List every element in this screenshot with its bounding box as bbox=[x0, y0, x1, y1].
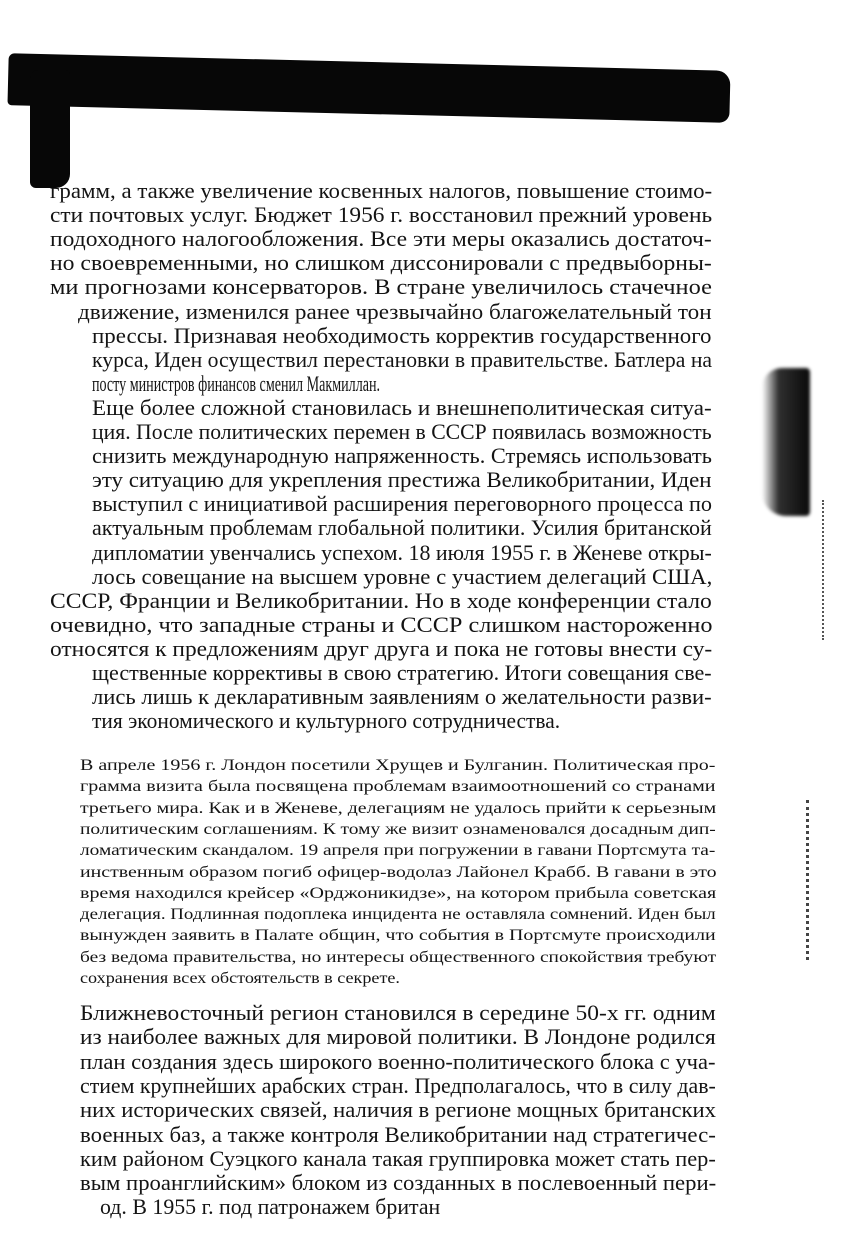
scan-edge-marks-lower bbox=[806, 800, 809, 960]
main_bottom-line: стием крупнейших арабских стран. Предполагалось, что в силу дав- bbox=[80, 1072, 716, 1098]
quote-line: В апреле 1956 г. Лондон посетили Хрущев и Булганин. Политическая про- bbox=[80, 756, 716, 774]
main_top-line: прессы. Признавая необходимость корректив государственного bbox=[92, 322, 712, 348]
quote-line: без ведома правительства, но интересы общественного спокойствия требуют bbox=[80, 947, 717, 966]
main_top-line: грамм, а также увеличение косвенных налогов, повышение стоимо- bbox=[50, 178, 713, 203]
main_bottom-line: вым проанглийским» блоком из созданных в послевоенный пери- bbox=[80, 1170, 717, 1196]
main_top-line: актуальным проблемам глобальной политики. Усилия британской bbox=[92, 515, 712, 541]
main_top-line: снизить международную напряженность. Стремясь использовать bbox=[92, 443, 712, 469]
main_top-line: Еще более сложной становилась и внешнеполитическая ситуа- bbox=[92, 394, 712, 420]
main_top-line: дипломатии увенчались успехом. 18 июля 1955 г. в Женеве откры- bbox=[92, 539, 712, 565]
main_top-line: но своевременными, но слишком диссонировали с предвыборны- bbox=[50, 250, 712, 276]
main_bottom-line: план создания здесь широкого военно-политического блока с уча- bbox=[80, 1048, 716, 1074]
main_bottom-line: Ближневосточный регион становился в середине 50-х гг. одним bbox=[80, 1000, 716, 1025]
quote-line: инственным образом погиб офицер-водолаз Лайонел Крабб. В гавани в это bbox=[80, 862, 717, 881]
main_top-line: ция. После политических перемен в СССР появилась возможность bbox=[92, 419, 712, 444]
main_bottom-line: из наиболее важных для мировой политики. В Лондоне родился bbox=[80, 1024, 716, 1050]
quote-line: сохранения всех обстоятельств в секрете. bbox=[80, 969, 400, 987]
quote-line: время находился крейсер «Орджоникидзе», на котором прибыла советская bbox=[80, 883, 717, 902]
main_bottom-line: од. В 1955 г. под патронажем британ bbox=[100, 1194, 441, 1220]
main_top-line: тия экономического и культурного сотрудничества. bbox=[92, 708, 561, 734]
main_top-line: подоходного налогообложения. Все эти меры оказались достаточ- bbox=[50, 226, 712, 252]
quote-line: грамма визита была посвящена проблемам взаимоотношений со странами bbox=[80, 777, 716, 796]
main_bottom-line: ким районом Суэцкого канала такая группировка может стать пер- bbox=[80, 1145, 716, 1171]
main_top-line: СССР, Франции и Великобритании. Но в ходе конференции стало bbox=[50, 587, 712, 613]
quote-line: политическим соглашениям. К тому же визит ознаменовался досадным дип- bbox=[80, 819, 716, 838]
redaction-bar bbox=[7, 53, 730, 123]
main_top-line: ми прогнозами консерваторов. В стране увеличилось стачечное bbox=[50, 274, 712, 300]
main_top-line: курса, Иден осуществил перестановки в правительстве. Батлера на bbox=[92, 346, 713, 372]
main_top-line: сти почтовых услуг. Бюджет 1956 г. восстановил прежний уровень bbox=[50, 202, 713, 228]
main_top-line: выступил с инициативой расширения переговорного процесса по bbox=[92, 491, 713, 517]
scan-shadow-right bbox=[762, 368, 810, 516]
redaction-bar-left-block bbox=[30, 70, 70, 188]
main_top-line: лось совещание на высшем уровне с участием делегаций США, bbox=[92, 563, 713, 589]
main_top-line: эту ситуацию для укрепления престижа Великобритании, Иден bbox=[92, 467, 712, 493]
quote-line: третьего мира. Как и в Женеве, делегациям не удалось прийти к серьезным bbox=[80, 798, 717, 817]
quote-line: ломатическим скандалом. 19 апреля при погружении в гавани Портсмута та- bbox=[80, 841, 716, 860]
scan-edge-marks bbox=[822, 500, 824, 640]
quote-line: вынужден заявить в Палате общин, что события в Портсмуте происходили bbox=[80, 926, 716, 945]
main_top-line: посту министров финансов сменил Макмиллан. bbox=[92, 370, 381, 396]
main_top-line: очевидно, что западные страны и СССР слишком настороженно bbox=[50, 611, 713, 637]
main_top-line: лись лишь к декларативным заявлениям о желательности разви- bbox=[92, 684, 712, 710]
main_bottom-line: них исторических связей, наличия в регионе мощных британских bbox=[80, 1097, 716, 1123]
main_top-line: относятся к предложениям друг друга и пока не готовы внести су- bbox=[50, 635, 713, 661]
main_bottom-line: военных баз, а также контроля Великобритании над стратегичес- bbox=[80, 1121, 716, 1147]
main_top-line: движение, изменился ранее чрезвычайно благожелательный тон bbox=[78, 298, 712, 324]
quote-line: делегация. Подлинная подоплека инцидента не оставляла сомнений. Иден был bbox=[80, 905, 716, 924]
main_top-line: щественные коррективы в свою стратегию. Итоги совещания све- bbox=[92, 660, 712, 685]
